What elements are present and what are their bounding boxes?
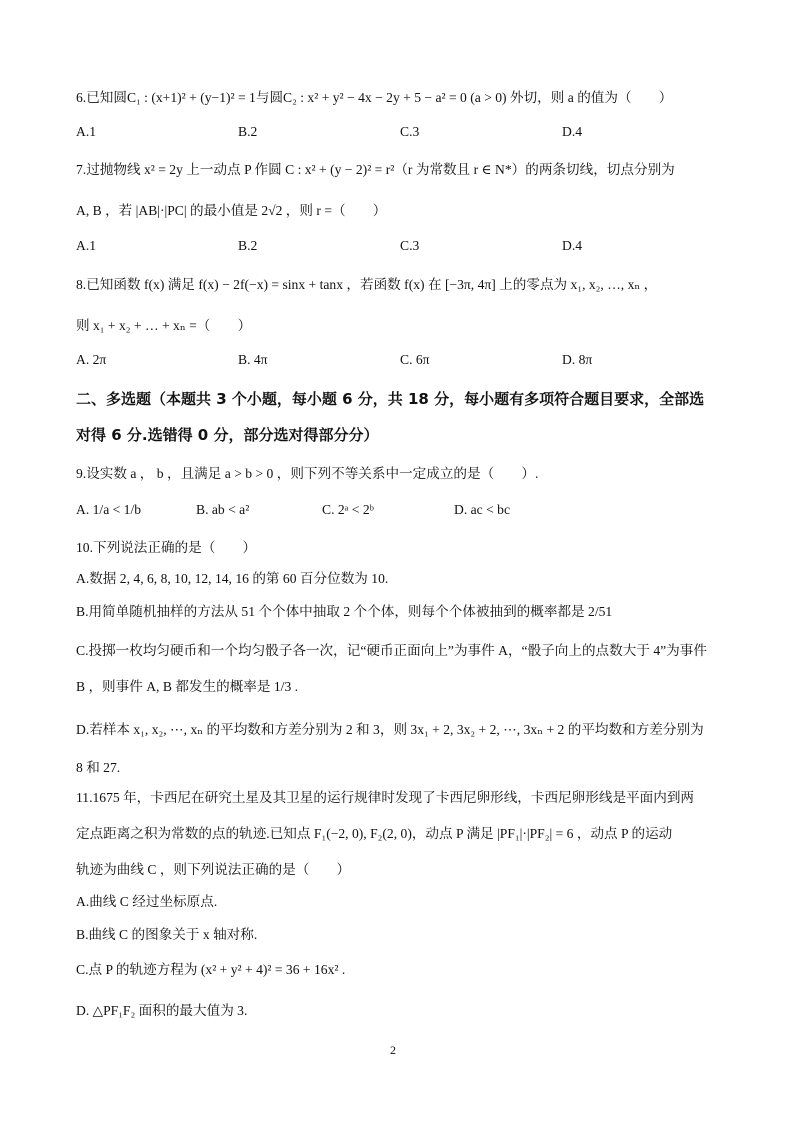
q8-option-d: D. 8π (562, 352, 593, 367)
q8-option-c: C. 6π (400, 352, 430, 367)
q10-option-d-line2: 8 和 27. (76, 760, 121, 775)
q11-option-a: A.曲线 C 经过坐标原点. (76, 894, 218, 909)
q9-stem: 9.设实数 a ， b ，且满足 a > b > 0 ，则下列不等关系中一定成立的是（ ）. (76, 466, 539, 481)
q9-option-b: B. ab < a² (196, 502, 250, 517)
q7-options (76, 238, 736, 258)
q10-option-c-line1: C.投掷一枚均匀硬币和一个均匀骰子各一次，记“硬币正面向上”为事件 A，“骰子向上的点数大于 4”为事件 (76, 643, 707, 658)
q6-option-c: C.3 (400, 124, 420, 139)
q10-option-c-line2: B ，则事件 A, B 都发生的概率是 1/3 . (76, 679, 299, 694)
q11-stem-line1: 11.1675 年，卡西尼在研究土星及其卫星的运行规律时发现了卡西尼卵形线，卡西尼卵形线是平面内到两 (76, 790, 695, 805)
q8-stem-line2: 则 x₁ + x₂ + … + xₙ =（ ） (76, 318, 252, 333)
q8-options (76, 352, 736, 372)
q10-option-a: A.数据 2, 4, 6, 8, 10, 12, 14, 16 的第 60 百分位数为 10. (76, 571, 389, 586)
section-heading-line2: 对得 6 分.选错得 0 分，部分选对得部分分） (76, 426, 379, 444)
q7-option-c: C.3 (400, 238, 420, 253)
section-heading-line1: 二、多选题（本题共 3 个小题，每小题 6 分，共 18 分，每小题有多项符合题目要求，全部选 (76, 390, 705, 408)
q6-option-b: B.2 (238, 124, 258, 139)
q9-option-d: D. ac < bc (454, 502, 510, 517)
q7-stem-line2: A, B ，若 |AB|·|PC| 的最小值是 2√2 ，则 r =（ ） (76, 203, 387, 218)
q8-stem-line1: 8.已知函数 f(x) 满足 f(x) − 2f(−x) = sinx + tanx ，若函数 f(x) 在 [−3π, 4π] 上的零点为 x₁, x₂, …, xₙ ， (76, 277, 658, 292)
q6-option-a: A.1 (76, 124, 97, 139)
q11-option-c: C.点 P 的轨迹方程为 (x² + y² + 4)² = 36 + 16x² . (76, 962, 346, 977)
q10-option-b: B.用简单随机抽样的方法从 51 个个体中抽取 2 个个体，则每个个体被抽到的概率都是 2/51 (76, 604, 613, 619)
q11-option-b: B.曲线 C 的图象关于 x 轴对称. (76, 927, 258, 942)
q7-option-a: A.1 (76, 238, 97, 253)
q8-option-a: A. 2π (76, 352, 107, 367)
q6-stem: 6.已知圆C₁ : (x+1)² + (y−1)² = 1与圆C₂ : x² + y² − 4x − 2y + 5 − a² = 0 (a > 0) 外切，则 a 的值为（ ） (76, 90, 673, 105)
q6-option-d: D.4 (562, 124, 583, 139)
q7-option-d: D.4 (562, 238, 583, 253)
q7-option-b: B.2 (238, 238, 258, 253)
q7-stem-line1: 7.过抛物线 x² = 2y 上一动点 P 作圆 C : x² + (y − 2)² = r²（r 为常数且 r ∈ N*）的两条切线，切点分别为 (76, 162, 675, 177)
q9-option-a: A. 1/a < 1/b (76, 502, 142, 517)
q11-stem-line2: 定点距离之积为常数的点的轨迹.已知点 F₁(−2, 0), F₂(2, 0)，动点 P 满足 |PF₁|·|PF₂| = 6 ，动点 P 的运动 (76, 826, 673, 841)
q6-options (76, 124, 736, 144)
q10-stem: 10.下列说法正确的是（ ） (76, 540, 257, 555)
page-number: 2 (390, 1043, 396, 1057)
q9-options (76, 502, 736, 522)
q11-stem-line3: 轨迹为曲线 C ，则下列说法正确的是（ ） (76, 862, 351, 877)
q9-option-c: C. 2ᵃ < 2ᵇ (322, 502, 374, 517)
q8-option-b: B. 4π (238, 352, 268, 367)
q10-option-d-line1: D.若样本 x₁, x₂, ⋯, xₙ 的平均数和方差分别为 2 和 3，则 3x₁ + 2, 3x₂ + 2, ⋯, 3xₙ + 2 的平均数和方差分别为 (76, 722, 704, 737)
q11-option-d: D. △PF₁F₂ 面积的最大值为 3. (76, 1003, 248, 1018)
